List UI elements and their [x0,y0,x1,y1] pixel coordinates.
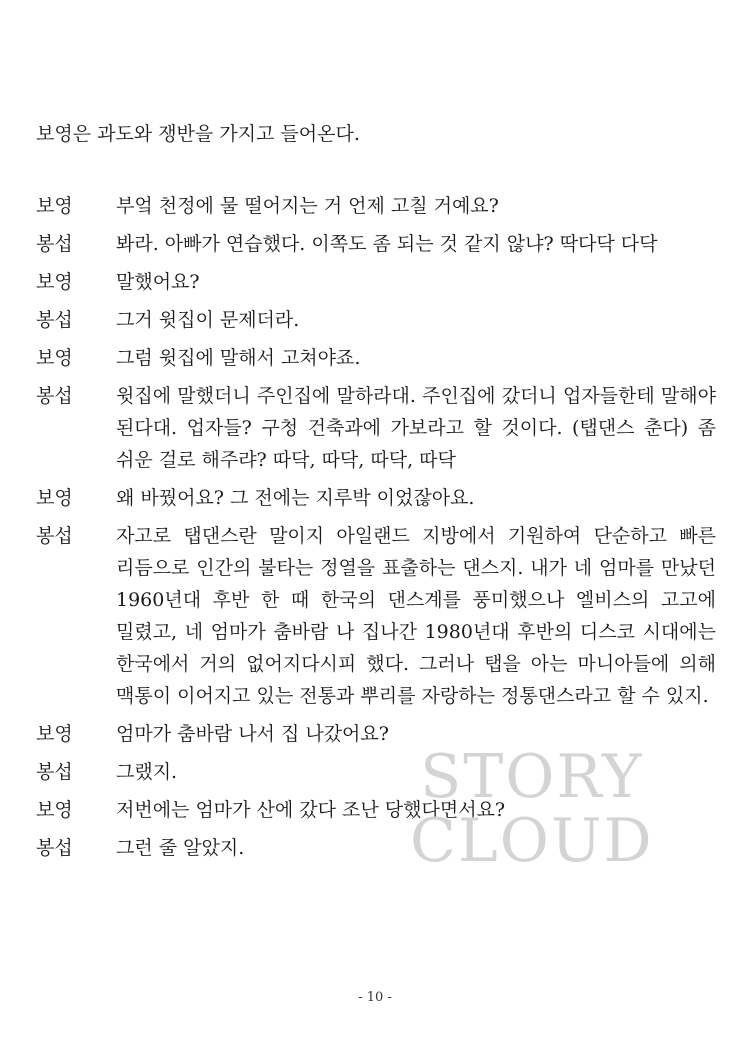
page-number: - 10 - [358,990,392,1005]
dialogue-line [36,304,716,336]
dialogue-line [36,794,716,826]
speaker-name: 보영 [36,271,73,293]
speaker-name: 보영 [36,195,73,217]
watermark-line-1: STORY [420,742,644,812]
dialogue-text: 그런 줄 알았지. [116,837,245,859]
dialogue-text: 부엌 천정에 물 떨어지는 거 언제 고칠 거예요? [116,195,499,217]
dialogue-text: 봐라. 아빠가 연습했다. 이쪽도 좀 되는 것 같지 않냐? 딱다닥 다닥 [116,233,658,255]
speaker-name: 보영 [36,347,73,369]
speaker-name: 봉섭 [36,233,73,255]
dialogue-text: 왜 바꿨어요? 그 전에는 지루박 이었잖아요. [116,487,475,509]
dialogue-text: 그랬지. [116,761,178,783]
dialogue-text: 윗집에 말했더니 주인집에 말하라대. 주인집에 갔더니 업자들한테 말해야 된다대. 업자들? 구청 건축과에 가보라고 할 것이다. (탭댄스 춘다) 좀 쉬운 걸로 해주랴? 따닥, 따닥, 따닥, 따닥 [116,385,716,471]
dialogue-line [36,190,716,222]
dialogue-line [36,718,716,750]
dialogue-text: 말했어요? [116,271,200,293]
dialogue-line [36,380,716,476]
speaker-name: 보영 [36,799,73,821]
dialogue-line [36,832,716,864]
dialogue-text: 그럼 윗집에 말해서 고쳐야죠. [116,347,361,369]
dialogue-text: 저번에는 엄마가 산에 갔다 조난 당했다면서요? [116,799,506,821]
dialogue-text: 그거 윗집이 문제더라. [116,309,300,331]
dialogue-line [36,520,716,712]
stage-direction: 보영은 과도와 쟁반을 가지고 들어온다. [36,123,360,145]
speaker-name: 봉섭 [36,761,73,783]
dialogue-list [36,190,716,870]
dialogue-line [36,228,716,260]
dialogue-text: 엄마가 춤바람 나서 집 나갔어요? [116,723,389,745]
dialogue-line [36,756,716,788]
speaker-name: 봉섭 [36,385,73,407]
speaker-name: 봉섭 [36,837,73,859]
speaker-name: 보영 [36,487,73,509]
watermark-line-2: CLOUD [410,806,654,876]
dialogue-line [36,266,716,298]
dialogue-line [36,482,716,514]
dialogue-line [36,342,716,374]
speaker-name: 보영 [36,723,73,745]
speaker-name: 봉섭 [36,309,73,331]
dialogue-text: 자고로 탭댄스란 말이지 아일랜드 지방에서 기원하여 단순하고 빠른 리듬으로 인간의 불타는 정열을 표출하는 댄스지. 내가 네 엄마를 만났던 1960년대 후반 한 때 한국의 댄스계를 풍미했으나 엘비스의 고고에 밀렸고, 네 엄마가 춤바람 나 집나간 1980년대 후반의 디스코 시대에는 한국에서 거의 없어지다시피 했다. 그러나 탭을 아는 마니아들에 의해 맥통이 이어지고 있는 전통과 뿌리를 자랑하는 정통댄스라고 할 수 있지. [116,525,716,707]
speaker-name: 봉섭 [36,525,73,547]
